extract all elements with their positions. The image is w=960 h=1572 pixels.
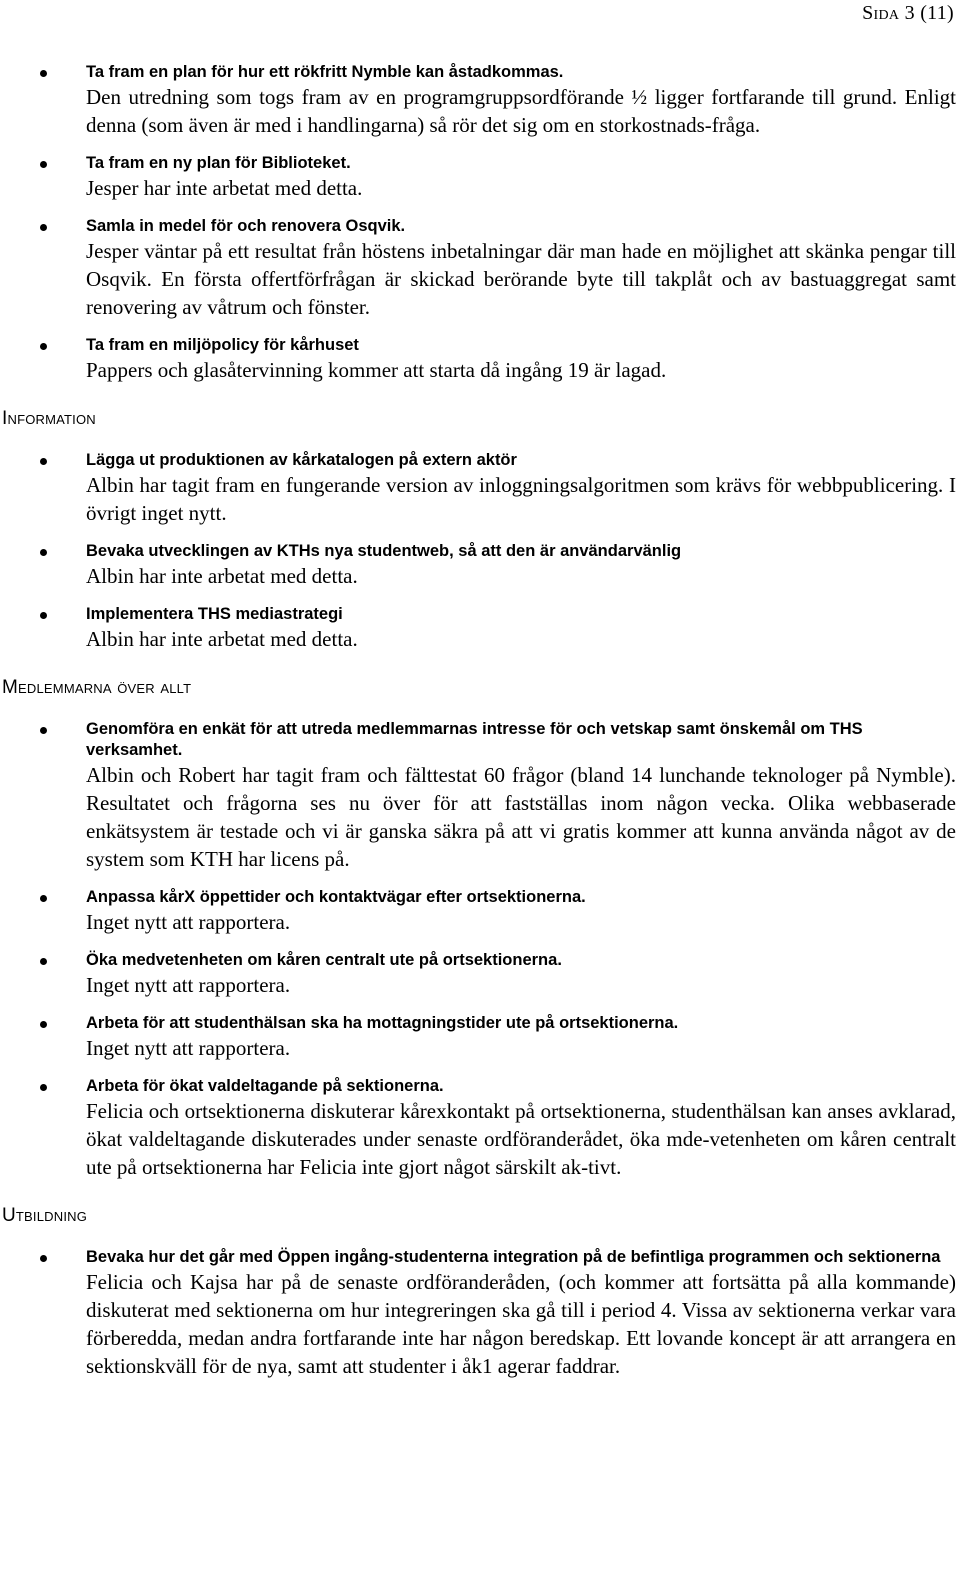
item-title: Bevaka hur det går med Öppen ingång-studenterna integration på de befintliga programmen och sektionerna (86, 1248, 941, 1266)
item-title: Bevaka utvecklingen av KTHs nya studentweb, så att den är användarvänlig (86, 542, 682, 560)
item-body: Albin har tagit fram en fungerande version av inloggningsalgoritmen som krävs för webbpublicering. I övrigt inget nytt. (86, 473, 956, 525)
section-heading-utbildning: Utbildning (2, 1205, 88, 1226)
list-item (0, 719, 960, 873)
list-item (0, 541, 960, 590)
bullet-icon (40, 343, 47, 350)
bullet-icon (40, 612, 47, 619)
item-body: Inget nytt att rapportera. (86, 1036, 291, 1060)
item-body: Albin har inte arbetat med detta. (86, 627, 358, 651)
bullet-icon (40, 1255, 47, 1262)
list-item (0, 950, 960, 999)
list-item (0, 1013, 960, 1062)
bullet-icon (40, 1021, 47, 1028)
bullet-icon (40, 1084, 47, 1091)
item-title: Implementera THS mediastrategi (86, 605, 343, 623)
bullet-icon (40, 727, 47, 734)
item-title: Samla in medel för och renovera Osqvik. (86, 217, 406, 235)
item-title: Genomföra en enkät för att utreda medlemmarnas intresse för och vetskap samt önskemål om THS verksamhet. (86, 720, 863, 759)
list-item (0, 1247, 960, 1380)
bullet-icon (40, 458, 47, 465)
item-body: Felicia och ortsektionerna diskuterar kårexkontakt på ortsektionerna, studenthälsan kan anses avklarad, ökat valdeltagande diskuterades under senaste ordföranderådet, öka mde-vetenheten om kåren centralt ute på ortsektionerna har Felicia inte gjort något särskilt ak-tivt. (86, 1099, 956, 1179)
list-item (0, 335, 960, 384)
item-body: Felicia och Kajsa har på de senaste ordföranderåden, (och kommer att fortsätta på alla kommande) diskuterat med sektionerna om hur integreringen ska gå till i period 4. Vissa av sektionerna verkar vara förberedda, medan andra fortfarande inte har någon beredskap. Ett lovande koncept är att arrangera en sektionskväll för de nya, samt att studenter i åk1 agerar faddrar. (86, 1270, 956, 1378)
section-heading-information: Information (2, 408, 96, 429)
item-body: Jesper väntar på ett resultat från höstens inbetalningar där man hade en möjlighet att skänka pengar till Osqvik. En första offertförfrågan är skickad berörande byte till takplåt och av bastuaggregat samt renovering av våtrum och fönster. (86, 239, 956, 319)
list-item (0, 1076, 960, 1181)
list-item (0, 153, 960, 202)
bullet-icon (40, 549, 47, 556)
bullet-icon (40, 895, 47, 902)
list-item (0, 604, 960, 653)
section-heading-medlemmarna: Medlemmarna över allt (2, 677, 192, 698)
document-body (0, 62, 960, 1380)
bullet-icon (40, 224, 47, 231)
item-body: Inget nytt att rapportera. (86, 973, 291, 997)
item-title: Ta fram en ny plan för Biblioteket. (86, 154, 351, 172)
item-title: Öka medvetenheten om kåren centralt ute på ortsektionerna. (86, 951, 562, 969)
bullet-icon (40, 958, 47, 965)
list-item (0, 887, 960, 936)
list-item (0, 450, 960, 527)
item-body: Den utredning som togs fram av en programgruppsordförande ½ ligger fortfarande till grund. Enligt denna (som även är med i handlingarna) så rör det sig om en storkostnads-fråga. (86, 85, 956, 137)
bullet-icon (40, 161, 47, 168)
list-item (0, 216, 960, 321)
item-body: Albin har inte arbetat med detta. (86, 564, 358, 588)
list-item (0, 62, 960, 139)
item-title: Ta fram en plan för hur ett rökfritt Nymble kan åstadkommas. (86, 63, 564, 81)
item-title: Arbeta för att studenthälsan ska ha mottagningstider ute på ortsektionerna. (86, 1014, 679, 1032)
item-title: Lägga ut produktionen av kårkatalogen på extern aktör (86, 451, 517, 469)
bullet-icon (40, 70, 47, 77)
page-number: Sida 3 (11) (862, 2, 954, 24)
item-title: Anpassa kårX öppettider och kontaktvägar efter ortsektionerna. (86, 888, 586, 906)
item-title: Arbeta för ökat valdeltagande på sektionerna. (86, 1077, 444, 1095)
item-body: Jesper har inte arbetat med detta. (86, 176, 363, 200)
item-body: Inget nytt att rapportera. (86, 910, 291, 934)
item-title: Ta fram en miljöpolicy för kårhuset (86, 336, 359, 354)
item-body: Albin och Robert har tagit fram och fälttestat 60 frågor (bland 14 lunchande teknologer på Nymble). Resultatet och frågorna ses nu över för att fastställas inom någon vecka. Olika webbaserade enkätsystem är testade och vi är ganska säkra på att vi gratis kommer att kunna använda något av de system som KTH har licens på. (86, 763, 956, 871)
item-body: Pappers och glasåtervinning kommer att starta då ingång 19 är lagad. (86, 358, 667, 382)
